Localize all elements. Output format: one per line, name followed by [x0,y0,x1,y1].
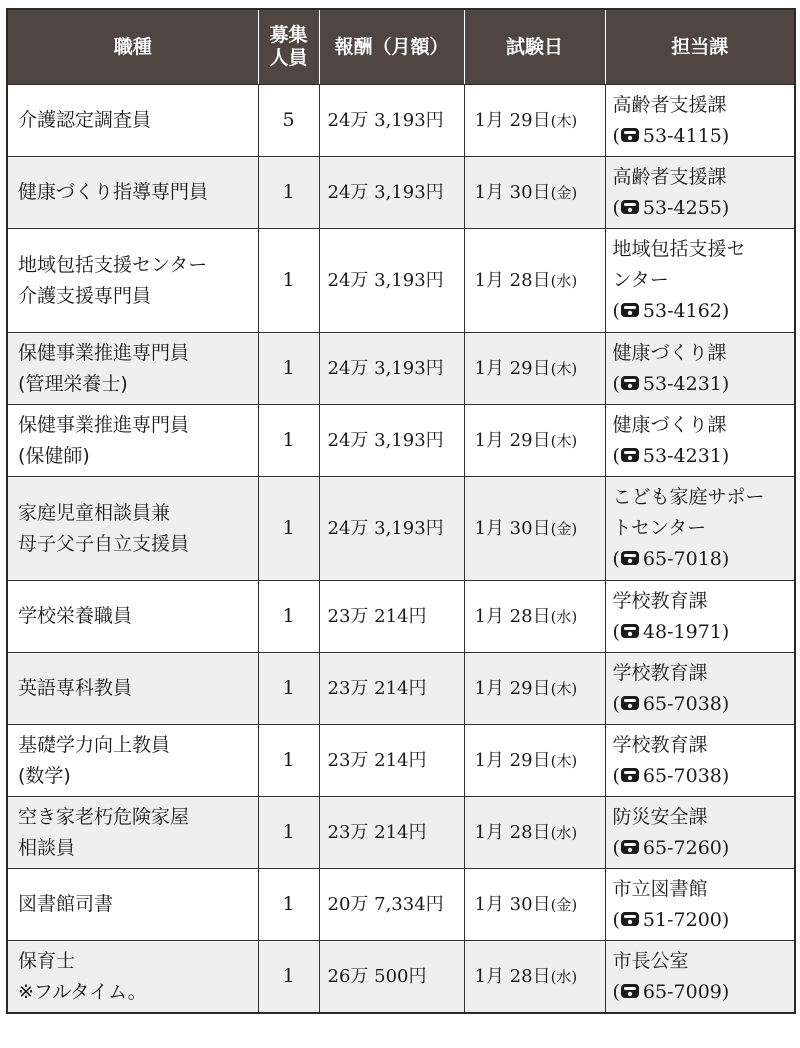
department-name-line: 高齢者支援課 [612,93,727,116]
exam-weekday: (木) [550,431,578,450]
exam-date: 1月 29日 [474,749,551,771]
department-cell [605,405,795,477]
job-title-cell [7,333,258,405]
job-title-line: 家庭児童相談員兼 [18,501,171,524]
table-row [7,477,795,581]
salary-cell: 23万 214円 [319,653,464,725]
recruitment-table [6,8,796,1014]
job-title-line: 保健事業推進専門員 [18,341,190,364]
paren-close: ) [721,300,730,322]
exam-weekday: (木) [550,679,578,698]
salary-cell: 24万 3,193円 [319,229,464,333]
header-pay: 報酬（月額） [319,9,464,85]
paren-open: ( [612,300,620,322]
phone-icon [620,834,640,850]
paren-close: ) [721,124,730,147]
phone-number: 53-4255 [642,196,722,219]
paren-open: ( [612,196,620,219]
job-title-cell [7,85,258,157]
department-name-line: 健康づくり課 [612,413,727,436]
exam-date-cell [464,333,605,405]
department-phone [613,296,791,327]
department-phone [613,905,791,936]
department-name-line: 学校教育課 [612,733,708,756]
job-title-line: 介護認定調査員 [18,109,152,131]
openings-cell: 1 [258,725,319,797]
department-phone [613,977,791,1008]
header-count-line1: 募集 [269,24,308,47]
exam-weekday: (水) [550,607,578,626]
exam-date: 1月 30日 [474,893,551,915]
job-title-cell [7,581,258,653]
job-title-cell [7,477,258,581]
job-title-line: 母子父子自立支援員 [18,532,190,555]
salary-cell: 24万 3,193円 [319,333,464,405]
department-name-line: 地域包括支援セ [612,238,746,260]
phone-icon [620,370,640,386]
salary-cell: 23万 214円 [319,725,464,797]
department-cell [605,157,795,229]
paren-open: ( [612,908,620,931]
job-title-line: (数学) [18,764,71,787]
paren-open: ( [612,764,620,787]
department-phone [613,369,791,400]
department-name-line: 学校教育課 [612,589,708,612]
department-cell [605,229,795,333]
paren-open: ( [612,124,620,147]
phone-number: 48-1971 [642,620,722,643]
exam-date: 1月 28日 [474,821,551,843]
paren-close: ) [721,980,730,1003]
paren-close: ) [721,372,730,395]
exam-date-cell [464,85,605,157]
exam-date-cell [464,797,605,869]
phone-number: 53-4162 [642,300,722,322]
department-phone [613,544,791,575]
department-name-line: ンター [612,269,669,291]
exam-date: 1月 30日 [474,181,551,203]
table-row [7,333,795,405]
exam-weekday: (水) [550,271,578,290]
job-title-line: ※フルタイム。 [18,980,147,1003]
exam-weekday: (木) [550,751,578,770]
department-name-line: 市立図書館 [612,877,708,900]
department-cell [605,869,795,941]
exam-date: 1月 28日 [474,965,551,987]
phone-icon [620,906,640,922]
job-title-line: 学校栄養職員 [18,605,133,627]
salary-cell: 23万 214円 [319,797,464,869]
job-title-line: 地域包括支援センター [18,253,208,276]
openings-cell: 1 [258,941,319,1014]
phone-number: 53-4231 [642,372,722,395]
phone-icon [620,690,640,706]
openings-cell: 1 [258,581,319,653]
exam-date: 1月 29日 [474,677,551,699]
exam-weekday: (金) [550,519,578,538]
department-name-line: 学校教育課 [612,661,708,684]
openings-cell: 1 [258,157,319,229]
openings-cell: 1 [258,797,319,869]
table-row [7,581,795,653]
table-row [7,405,795,477]
paren-close: ) [721,764,730,787]
exam-date: 1月 30日 [474,517,551,539]
phone-icon [620,122,640,138]
salary-cell: 26万 500円 [319,941,464,1014]
salary-cell: 24万 3,193円 [319,405,464,477]
paren-open: ( [612,692,620,715]
salary-cell: 24万 3,193円 [319,157,464,229]
phone-icon [620,442,640,458]
salary-cell: 20万 7,334円 [319,869,464,941]
table-row [7,725,795,797]
job-title-cell [7,157,258,229]
department-cell [605,477,795,581]
header-job: 職種 [7,9,258,85]
exam-weekday: (木) [550,111,578,130]
job-title-line: (保健師) [18,444,90,467]
paren-open: ( [612,620,620,643]
paren-close: ) [721,196,730,219]
exam-weekday: (金) [550,183,578,202]
phone-number: 65-7009 [642,980,722,1003]
department-name-line: 市長公室 [612,949,689,972]
department-cell [605,333,795,405]
header-date: 試験日 [464,9,605,85]
exam-weekday: (金) [550,895,578,914]
job-title-cell [7,405,258,477]
job-title-line: 空き家老朽危険家屋 [18,805,190,828]
openings-cell: 5 [258,85,319,157]
department-name-line: 健康づくり課 [612,341,727,364]
department-phone [613,193,791,224]
table-row [7,797,795,869]
exam-date-cell [464,405,605,477]
exam-date: 1月 28日 [474,269,551,291]
exam-weekday: (水) [550,823,578,842]
paren-open: ( [612,980,620,1003]
paren-close: ) [721,692,730,715]
paren-close: ) [721,908,730,931]
job-title-line: 相談員 [18,836,76,859]
salary-cell: 24万 3,193円 [319,85,464,157]
phone-number: 65-7018 [642,548,722,570]
phone-icon [620,762,640,778]
phone-number: 65-7260 [642,836,722,859]
department-name-line: 防災安全課 [612,805,708,828]
department-phone [613,617,791,648]
header-count-line2: 人員 [269,47,308,69]
job-title-line: 保健事業推進専門員 [18,413,190,436]
paren-open: ( [612,372,620,395]
paren-close: ) [721,620,730,643]
phone-number: 65-7038 [642,764,722,787]
department-phone [613,441,791,472]
phone-number: 65-7038 [642,692,722,715]
job-title-line: 英語専科教員 [18,677,133,699]
job-title-line: 介護支援専門員 [18,284,152,307]
salary-cell: 23万 214円 [319,581,464,653]
phone-icon [620,545,640,561]
department-phone [613,833,791,864]
table-row [7,869,795,941]
exam-date-cell [464,725,605,797]
exam-date-cell [464,581,605,653]
paren-open: ( [612,444,620,467]
salary-cell: 24万 3,193円 [319,477,464,581]
exam-date-cell [464,653,605,725]
exam-weekday: (水) [550,967,578,986]
exam-date: 1月 29日 [474,109,551,131]
department-cell [605,85,795,157]
openings-cell: 1 [258,869,319,941]
job-title-cell [7,725,258,797]
job-title-line: 健康づくり指導専門員 [18,181,209,203]
table-header-row [7,9,795,85]
department-cell [605,725,795,797]
openings-cell: 1 [258,477,319,581]
job-title-cell [7,653,258,725]
header-dept: 担当課 [605,9,795,85]
phone-icon [620,618,640,634]
paren-open: ( [612,548,620,570]
phone-icon [620,297,640,313]
paren-open: ( [612,836,620,859]
exam-date-cell [464,229,605,333]
job-title-line: 保育士 [18,949,76,972]
job-title-cell [7,869,258,941]
job-title-cell [7,941,258,1014]
paren-close: ) [721,444,730,467]
department-cell [605,941,795,1014]
job-title-line: (管理栄養士) [18,372,128,395]
phone-number: 51-7200 [642,908,722,931]
paren-close: ) [721,836,730,859]
openings-cell: 1 [258,405,319,477]
department-cell [605,797,795,869]
job-title-cell [7,229,258,333]
job-title-line: 基礎学力向上教員 [18,733,171,756]
openings-cell: 1 [258,333,319,405]
department-phone [613,689,791,720]
exam-date-cell [464,869,605,941]
exam-date: 1月 28日 [474,605,551,627]
phone-number: 53-4115 [642,124,722,147]
department-phone [613,761,791,792]
department-name-line: 高齢者支援課 [612,165,727,188]
exam-weekday: (木) [550,359,578,378]
phone-icon [620,978,640,994]
exam-date-cell [464,477,605,581]
exam-date: 1月 29日 [474,357,551,379]
paren-close: ) [721,548,730,570]
exam-date-cell [464,157,605,229]
header-count [258,9,319,85]
job-title-line: 図書館司書 [18,893,114,915]
exam-date: 1月 29日 [474,429,551,451]
table-row [7,653,795,725]
openings-cell: 1 [258,653,319,725]
table-row [7,157,795,229]
phone-number: 53-4231 [642,444,722,467]
table-row [7,229,795,333]
department-cell [605,653,795,725]
table-row [7,941,795,1014]
exam-date-cell [464,941,605,1014]
department-cell [605,581,795,653]
department-name-line: トセンター [612,517,707,539]
department-name-line: こども家庭サポー [612,486,765,508]
openings-cell: 1 [258,229,319,333]
phone-icon [620,194,640,210]
job-title-cell [7,797,258,869]
department-phone [613,121,791,152]
table-row [7,85,795,157]
